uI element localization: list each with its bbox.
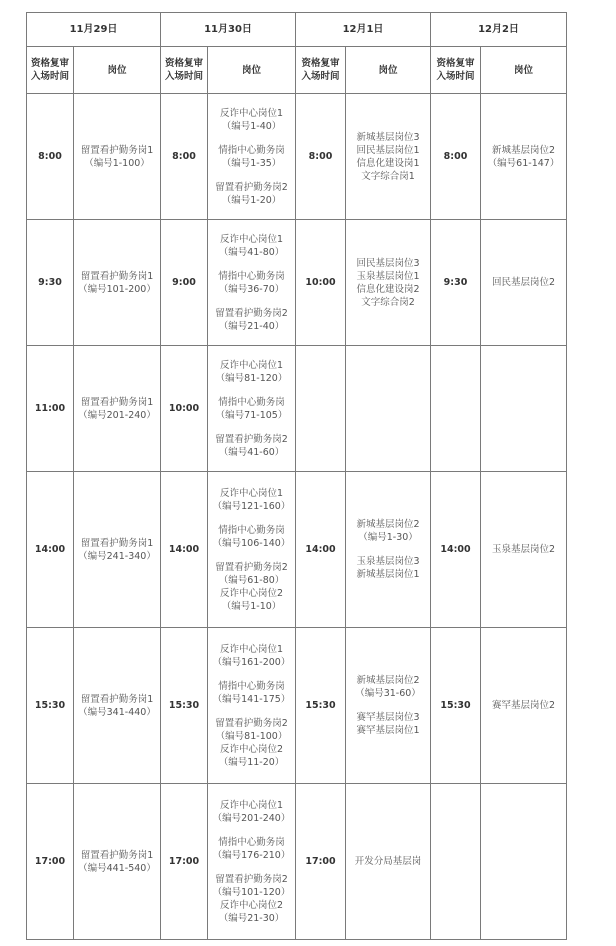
position-group: [74, 270, 160, 296]
position-line: 留置看护勤务岗2: [215, 873, 288, 885]
position-cell: [208, 628, 296, 784]
position-group: [208, 836, 295, 862]
date-header-row: [27, 13, 567, 47]
position-line: （编号101-200）: [78, 283, 156, 295]
position-line: （编号1-100）: [84, 157, 150, 169]
position-cell: [346, 94, 431, 220]
entry-time-cell: 14:00: [296, 472, 346, 628]
position-line: （编号11-20）: [218, 756, 285, 768]
position-cell: [74, 472, 161, 628]
position-line: （编号161-200）: [212, 656, 291, 668]
position-group: [346, 518, 430, 544]
position-line: 留置看护勤务岗1: [80, 144, 154, 156]
entry-time-cell: 17:00: [296, 784, 346, 940]
position-line: （编号81-120）: [215, 372, 288, 384]
position-cell: [208, 220, 296, 346]
position-line: （编号201-240）: [78, 409, 156, 421]
position-line: （编号121-160）: [212, 500, 291, 512]
position-group: [74, 144, 160, 170]
position-line: 信息化建设岗2: [356, 283, 420, 295]
position-line: 反诈中心岗位2: [219, 743, 284, 755]
position-group: [74, 396, 160, 422]
position-line: （编号31-60）: [355, 688, 421, 699]
position-line: 情指中心勤务岗: [218, 836, 285, 848]
position-group: [208, 524, 295, 550]
position-group: [208, 433, 295, 459]
time-header: 资格复审 入场时间: [27, 47, 74, 94]
entry-time-cell: 14:00: [161, 472, 208, 628]
position-line: （编号81-100）: [215, 730, 288, 742]
position-group: [208, 487, 295, 513]
position-line: （编号1-35）: [221, 157, 282, 169]
position-line: （编号176-210）: [212, 849, 291, 861]
position-line: 留置看护勤务岗1: [80, 693, 154, 705]
position-group: [481, 276, 566, 289]
position-group: [74, 693, 160, 719]
position-group: [208, 144, 295, 170]
entry-time-cell: 9:30: [431, 220, 481, 346]
position-line: （编号41-80）: [218, 246, 285, 258]
position-line: （编号241-340）: [78, 550, 156, 562]
position-line: 留置看护勤务岗1: [80, 270, 154, 282]
position-line: 留置看护勤务岗2: [215, 181, 288, 193]
entry-time-cell: 15:30: [27, 628, 74, 784]
position-line: （编号41-60）: [218, 446, 285, 458]
position-cell: [481, 472, 567, 628]
position-line: 新城基层岗位1: [356, 569, 420, 580]
table-row: [27, 628, 567, 784]
date-header: 12月1日: [296, 13, 431, 47]
position-group: [481, 699, 566, 712]
table-row: [27, 220, 567, 346]
position-line: 玉泉基层岗位1: [356, 270, 420, 282]
position-group: [208, 181, 295, 207]
position-cell: [346, 346, 431, 472]
position-header: 岗位: [346, 47, 431, 94]
entry-time-cell: 8:00: [431, 94, 481, 220]
position-line: （编号1-20）: [221, 194, 282, 206]
position-line: 反诈中心岗位1: [219, 233, 284, 245]
position-line: 赛罕基层岗位2: [491, 700, 556, 711]
position-line: 信息化建设岗1: [356, 157, 420, 169]
entry-time-cell: 11:00: [27, 346, 74, 472]
position-cell: [481, 628, 567, 784]
table-row: [27, 94, 567, 220]
position-line: （编号1-40）: [221, 120, 282, 132]
position-group: [74, 537, 160, 563]
position-cell: [481, 346, 567, 472]
entry-time-cell: 10:00: [161, 346, 208, 472]
position-line: （编号441-540）: [78, 862, 156, 874]
time-header: 资格复审 入场时间: [431, 47, 481, 94]
position-group: [346, 711, 430, 737]
entry-time-cell: 15:30: [296, 628, 346, 784]
entry-time-cell: 8:00: [296, 94, 346, 220]
position-group: [208, 561, 295, 613]
position-line: 情指中心勤务岗: [218, 270, 285, 282]
position-line: （编号201-240）: [212, 812, 291, 824]
position-group: [208, 799, 295, 825]
position-line: （编号141-175）: [212, 693, 291, 705]
position-group: [208, 233, 295, 259]
entry-time-cell: [431, 784, 481, 940]
position-group: [346, 674, 430, 700]
position-cell: [346, 220, 431, 346]
position-line: 新城基层岗位2: [356, 675, 420, 686]
position-line: 情指中心勤务岗: [218, 144, 285, 156]
position-cell: [74, 346, 161, 472]
position-cell: [208, 784, 296, 940]
table-row: [27, 472, 567, 628]
position-cell: [74, 628, 161, 784]
position-line: 反诈中心岗位1: [219, 107, 284, 119]
position-group: [208, 717, 295, 769]
position-line: 情指中心勤务岗: [218, 396, 285, 408]
position-line: 新城基层岗位2: [491, 144, 556, 156]
position-cell: [208, 472, 296, 628]
position-line: （编号1-30）: [358, 532, 418, 543]
position-header: 岗位: [481, 47, 567, 94]
position-line: （编号341-440）: [78, 706, 156, 718]
position-line: （编号36-70）: [218, 283, 285, 295]
position-cell: [481, 784, 567, 940]
entry-time-cell: 17:00: [161, 784, 208, 940]
position-group: [208, 107, 295, 133]
position-line: 留置看护勤务岗1: [80, 849, 154, 861]
position-line: 回民基层岗位3: [356, 257, 420, 269]
position-group: [481, 543, 566, 556]
position-line: 反诈中心岗位1: [219, 643, 284, 655]
position-cell: [208, 94, 296, 220]
entry-time-cell: [431, 346, 481, 472]
position-cell: [481, 220, 567, 346]
position-group: [208, 643, 295, 669]
position-group: [208, 873, 295, 925]
position-line: 新城基层岗位3: [356, 131, 420, 143]
position-line: （编号106-140）: [212, 537, 291, 549]
position-line: 反诈中心岗位1: [219, 359, 284, 371]
position-line: 玉泉基层岗位2: [491, 544, 556, 555]
entry-time-cell: [296, 346, 346, 472]
position-line: （编号21-30）: [218, 912, 285, 924]
entry-time-cell: 14:00: [431, 472, 481, 628]
position-cell: [208, 346, 296, 472]
position-cell: [481, 94, 567, 220]
position-cell: [346, 784, 431, 940]
position-cell: [346, 628, 431, 784]
position-header: 岗位: [208, 47, 296, 94]
position-cell: [346, 472, 431, 628]
entry-time-cell: 8:00: [27, 94, 74, 220]
table-row: [27, 346, 567, 472]
position-line: 赛罕基层岗位1: [356, 725, 420, 736]
date-header: 11月30日: [161, 13, 296, 47]
position-cell: [74, 94, 161, 220]
schedule-table: [26, 12, 567, 940]
position-line: 文字综合岗2: [361, 296, 415, 308]
position-line: （编号71-105）: [215, 409, 288, 421]
entry-time-cell: 15:30: [161, 628, 208, 784]
position-line: 反诈中心岗位2: [219, 587, 284, 599]
entry-time-cell: 9:00: [161, 220, 208, 346]
entry-time-cell: 15:30: [431, 628, 481, 784]
position-line: 反诈中心岗位2: [219, 899, 284, 911]
entry-time-cell: 8:00: [161, 94, 208, 220]
position-line: 新城基层岗位2: [356, 519, 420, 530]
table-row: [27, 784, 567, 940]
entry-time-cell: 10:00: [296, 220, 346, 346]
date-header: 12月2日: [431, 13, 567, 47]
position-line: （编号61-80）: [218, 574, 285, 586]
position-group: [208, 680, 295, 706]
position-group: [208, 270, 295, 296]
position-cell: [74, 220, 161, 346]
position-line: 留置看护勤务岗1: [80, 537, 154, 549]
position-group: [346, 855, 430, 868]
position-line: 留置看护勤务岗1: [80, 396, 154, 408]
time-header: 资格复审 入场时间: [296, 47, 346, 94]
entry-time-cell: 14:00: [27, 472, 74, 628]
time-header: 资格复审 入场时间: [161, 47, 208, 94]
position-line: 回民基层岗位2: [491, 277, 556, 288]
position-line: （编号101-120）: [212, 886, 291, 898]
position-line: 留置看护勤务岗2: [215, 433, 288, 445]
position-line: 情指中心勤务岗: [218, 524, 285, 536]
position-line: 留置看护勤务岗2: [215, 717, 288, 729]
entry-time-cell: 17:00: [27, 784, 74, 940]
position-group: [208, 307, 295, 333]
position-group: [346, 555, 430, 581]
position-group: [208, 396, 295, 422]
position-line: 文字综合岗1: [361, 170, 415, 182]
position-group: [346, 131, 430, 183]
position-line: 反诈中心岗位1: [219, 799, 284, 811]
position-line: 留置看护勤务岗2: [215, 307, 288, 319]
position-line: 玉泉基层岗位3: [356, 556, 420, 567]
position-cell: [74, 784, 161, 940]
position-line: 开发分局基层岗: [354, 856, 422, 867]
position-line: 留置看护勤务岗2: [215, 561, 288, 573]
position-header: 岗位: [74, 47, 161, 94]
position-line: （编号61-147）: [487, 157, 560, 169]
position-group: [481, 144, 566, 170]
date-header: 11月29日: [27, 13, 161, 47]
schedule-body: [27, 94, 567, 940]
position-line: 赛罕基层岗位3: [356, 712, 420, 723]
position-line: 反诈中心岗位1: [219, 487, 284, 499]
column-header-row: [27, 47, 567, 94]
position-group: [74, 849, 160, 875]
position-group: [346, 257, 430, 309]
position-line: （编号1-10）: [221, 600, 282, 612]
entry-time-cell: 9:30: [27, 220, 74, 346]
position-line: 回民基层岗位1: [356, 144, 420, 156]
position-line: （编号21-40）: [218, 320, 285, 332]
position-line: 情指中心勤务岗: [218, 680, 285, 692]
position-group: [208, 359, 295, 385]
